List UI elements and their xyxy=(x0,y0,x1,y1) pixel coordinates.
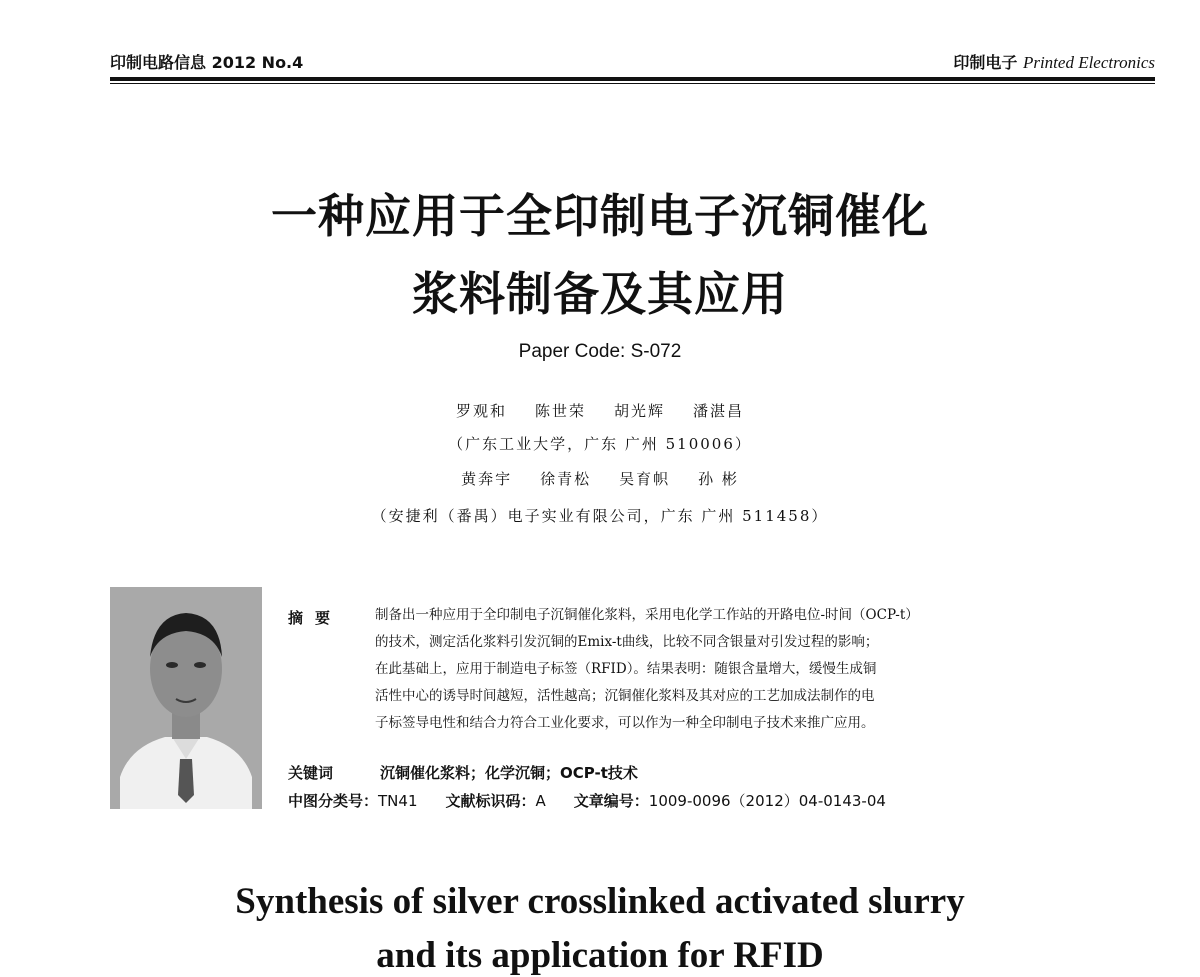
abstract-line: 在此基础上，应用于制造电子标签（RFID）。结果表明：随银含量增大，缓慢生成铜 xyxy=(375,661,877,677)
keywords-label: 关键词 xyxy=(288,764,334,782)
header-rule-thick xyxy=(110,77,1155,81)
affiliation-2: （安捷利（番禺）电子实业有限公司，广东 广州 511458） xyxy=(371,507,829,525)
abstract-label: 摘要 xyxy=(288,609,343,627)
abstract-line: 子标签导电性和结合力符合工业化要求，可以作为一种全印制电子技术来推广应用。 xyxy=(375,715,875,731)
section-header xyxy=(953,50,1155,73)
english-title-line-1: Synthesis of silver crosslinked activated slurry xyxy=(235,881,965,922)
doc-code-label: 文献标识码： xyxy=(445,792,536,810)
author-photo xyxy=(110,587,262,809)
authors-group-1 xyxy=(0,400,1200,421)
author-name: 潘湛昌 xyxy=(693,402,745,420)
classification-line xyxy=(288,790,886,811)
journal-header: 印制电路信息 2012 No.4 xyxy=(110,53,304,72)
header-rule-thin xyxy=(110,83,1155,84)
author-name: 吴育帜 xyxy=(619,470,671,488)
title-line-1: 一种应用于全印制电子沉铜催化 xyxy=(271,189,929,243)
author-name: 黄奔宇 xyxy=(461,470,513,488)
abstract-body xyxy=(375,602,1075,737)
author-portrait-icon xyxy=(110,587,262,809)
affiliation-1: （广东工业大学，广东 广州 510006） xyxy=(448,435,752,453)
article-number-label: 文章编号： xyxy=(573,792,649,810)
author-name: 徐青松 xyxy=(540,470,592,488)
author-name: 孙 彬 xyxy=(698,470,739,488)
authors-group-2 xyxy=(0,468,1200,489)
english-title-line-2: and its application for RFID xyxy=(376,935,824,976)
abstract-line: 活性中心的诱导时间越短，活性越高；沉铜催化浆料及其对应的工艺加成法制作的电 xyxy=(375,688,875,704)
author-name: 胡光辉 xyxy=(614,402,666,420)
paper-code: Paper Code: S-072 xyxy=(518,341,682,362)
clc-value: TN41 xyxy=(378,792,418,810)
abstract-line: 的技术，测定活化浆料引发沉铜的Emix-t曲线，比较不同含银量对引发过程的影响； xyxy=(375,634,879,650)
title-line-2: 浆料制备及其应用 xyxy=(412,267,788,321)
article-number-value: 1009-0096（2012）04-0143-04 xyxy=(648,792,886,810)
author-name: 陈世荣 xyxy=(534,402,586,420)
section-header-cn: 印制电子 xyxy=(953,53,1018,72)
keywords-text: 沉铜催化浆料；化学沉铜；OCP-t技术 xyxy=(380,764,638,782)
abstract-line: 制备出一种应用于全印制电子沉铜催化浆料，采用电化学工作站的开路电位-时间（OCP-t） xyxy=(375,607,919,623)
section-header-en: Printed Electronics xyxy=(1022,53,1155,72)
clc-label: 中图分类号： xyxy=(288,792,379,810)
author-name: 罗观和 xyxy=(455,402,507,420)
doc-code-value: A xyxy=(535,792,546,810)
